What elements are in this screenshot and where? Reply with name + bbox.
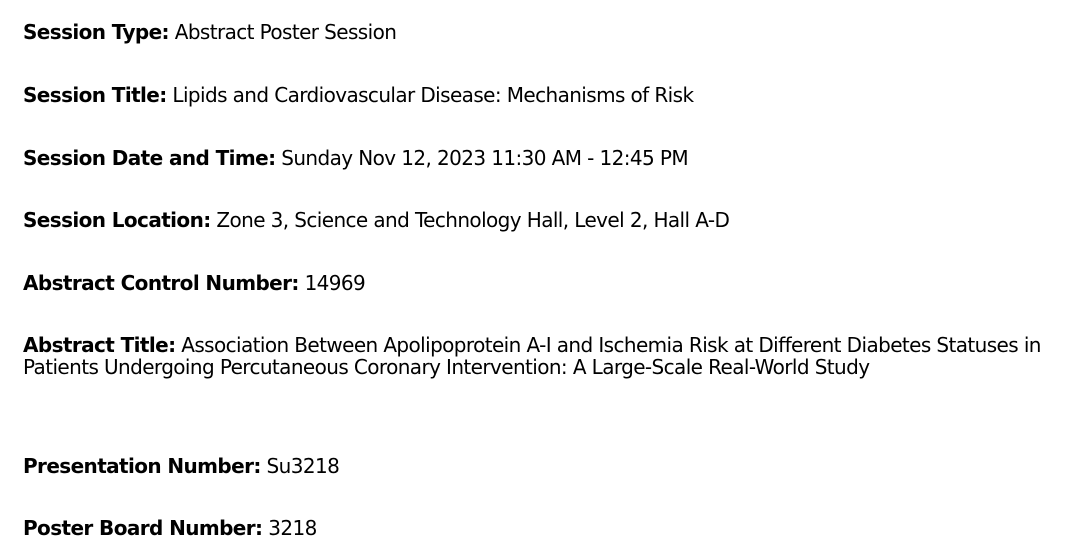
poster-board-number-value: 3218 bbox=[268, 516, 317, 540]
session-title-field bbox=[23, 84, 693, 106]
session-title-label: Session Title: bbox=[23, 83, 167, 107]
abstract-title-label: Abstract Title: bbox=[23, 333, 176, 357]
session-date-time-field bbox=[23, 147, 688, 169]
abstract-control-number-value: 14969 bbox=[304, 271, 366, 295]
session-type-value: Abstract Poster Session bbox=[174, 20, 397, 44]
session-location-value: Zone 3, Science and Technology Hall, Level 2, Hall A-D bbox=[216, 208, 730, 232]
poster-board-number-field bbox=[23, 517, 317, 539]
session-type-field bbox=[23, 21, 396, 43]
session-location-label: Session Location: bbox=[23, 208, 211, 232]
abstract-control-number-field bbox=[23, 272, 365, 294]
presentation-number-value: Su3218 bbox=[266, 454, 340, 478]
session-title-value: Lipids and Cardiovascular Disease: Mechanisms of Risk bbox=[172, 83, 694, 107]
session-date-time-label: Session Date and Time: bbox=[23, 146, 276, 170]
session-type-label: Session Type: bbox=[23, 20, 169, 44]
abstract-title-value: Association Between Apolipoprotein A-I and Ischemia Risk at Different Diabetes Statuses in Patients Undergoing Percutaneous Coronary Intervention: A Large-Scale Real-World Study bbox=[23, 333, 1041, 379]
abstract-control-number-label: Abstract Control Number: bbox=[23, 271, 299, 295]
abstract-title-field bbox=[23, 334, 1068, 378]
session-date-time-value: Sunday Nov 12, 2023 11:30 AM - 12:45 PM bbox=[281, 146, 689, 170]
session-location-field bbox=[23, 209, 729, 231]
presentation-number-label: Presentation Number: bbox=[23, 454, 261, 478]
poster-board-number-label: Poster Board Number: bbox=[23, 516, 263, 540]
presentation-number-field bbox=[23, 455, 339, 477]
